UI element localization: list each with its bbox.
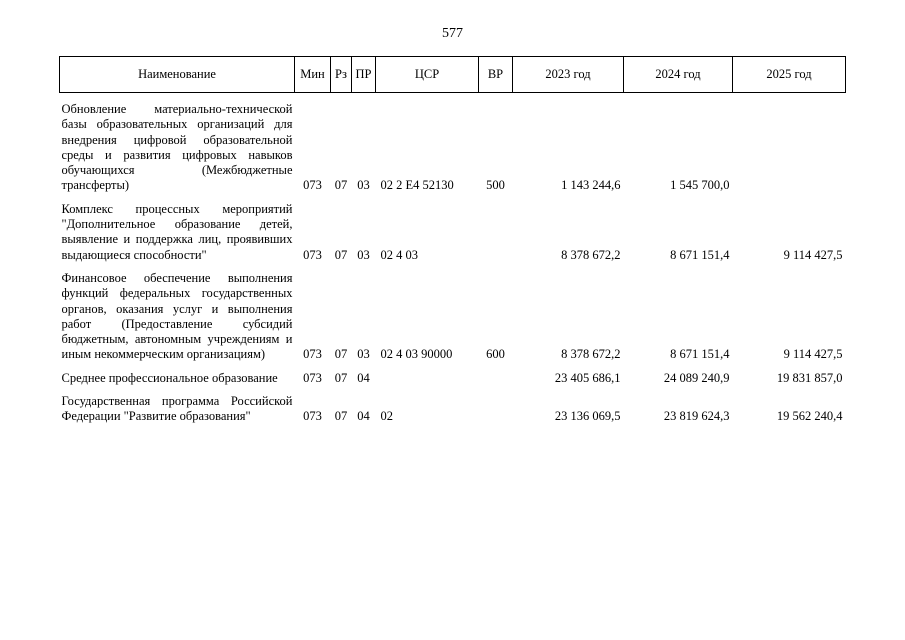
row-min: 073 <box>303 247 322 262</box>
table-row <box>60 194 846 263</box>
row-pr: 04 <box>357 409 370 424</box>
page-number: 577 <box>442 26 463 41</box>
row-name: Среднее профессиональное образование <box>61 370 278 385</box>
row-name: Государственная программа Российской Федерации "Развитие образования" <box>61 394 293 424</box>
row-pr: 03 <box>357 247 370 262</box>
row-rz: 07 <box>334 370 348 385</box>
table-body <box>60 93 846 425</box>
table-row <box>60 93 846 194</box>
row-rz: 07 <box>334 347 348 362</box>
header-2025: 2025 год <box>733 57 846 93</box>
row-csr <box>376 363 479 386</box>
row-2024: 1 545 700,0 <box>670 178 730 193</box>
table-row <box>60 263 846 363</box>
row-2025: 9 114 427,5 <box>783 247 843 262</box>
row-2024: 23 819 624,3 <box>663 409 730 424</box>
row-name: Обновление материально-технической базы образовательных организаций для внедрения цифровой образовательной среды и развития цифровых навыков обучающихся (Межбюджетные трансферты) <box>61 102 293 193</box>
header-name: Наименование <box>60 57 295 93</box>
header-vr: ВР <box>479 57 513 93</box>
row-2024: 8 671 151,4 <box>670 347 730 362</box>
row-pr: 03 <box>357 178 370 193</box>
row-2023: 1 143 244,6 <box>561 178 621 193</box>
row-2025: 9 114 427,5 <box>783 347 843 362</box>
row-min: 073 <box>303 178 322 193</box>
row-pr: 04 <box>357 370 370 385</box>
table-row <box>60 363 846 386</box>
row-vr <box>479 363 513 386</box>
row-2023: 23 405 686,1 <box>554 370 621 385</box>
header-rz: Рз <box>331 57 352 93</box>
row-pr: 03 <box>357 347 370 362</box>
row-rz: 07 <box>334 409 348 424</box>
row-vr: 500 <box>486 178 505 193</box>
row-vr <box>479 194 513 263</box>
row-rz: 07 <box>334 178 348 193</box>
row-csr: 02 4 03 90000 <box>380 347 453 362</box>
row-2025: 19 562 240,4 <box>776 409 843 424</box>
row-2023: 23 136 069,5 <box>554 409 621 424</box>
row-2023: 8 378 672,2 <box>561 247 621 262</box>
header-2023: 2023 год <box>513 57 624 93</box>
row-min: 073 <box>303 370 322 385</box>
row-csr: 02 4 03 <box>380 247 418 262</box>
row-2024: 8 671 151,4 <box>670 247 730 262</box>
row-rz: 07 <box>334 247 348 262</box>
row-2025 <box>733 93 846 194</box>
row-name: Комплекс процессных мероприятий "Дополнительное образование детей, выявление и поддержка лиц, проявивших выдающиеся способности" <box>61 201 293 262</box>
row-csr: 02 2 Е4 52130 <box>380 178 454 193</box>
header-pr: ПР <box>352 57 376 93</box>
table-row <box>60 386 846 425</box>
header-min: Мин <box>295 57 331 93</box>
table-header <box>60 57 846 93</box>
row-csr: 02 <box>380 409 393 424</box>
header-csr: ЦСР <box>376 57 479 93</box>
budget-table <box>59 56 846 425</box>
row-name: Финансовое обеспечение выполнения функций федеральных государственных органов, оказания услуг и выполнения работ (Предоставление субсидий бюджетным, автономным учреждениям и иным некоммерческим организациям) <box>61 270 293 362</box>
row-2025: 19 831 857,0 <box>776 370 843 385</box>
row-min: 073 <box>303 409 322 424</box>
row-vr: 600 <box>486 347 505 362</box>
header-2024: 2024 год <box>624 57 733 93</box>
row-min: 073 <box>303 347 322 362</box>
row-vr <box>479 386 513 425</box>
row-2024: 24 089 240,9 <box>663 370 730 385</box>
row-2023: 8 378 672,2 <box>561 347 621 362</box>
